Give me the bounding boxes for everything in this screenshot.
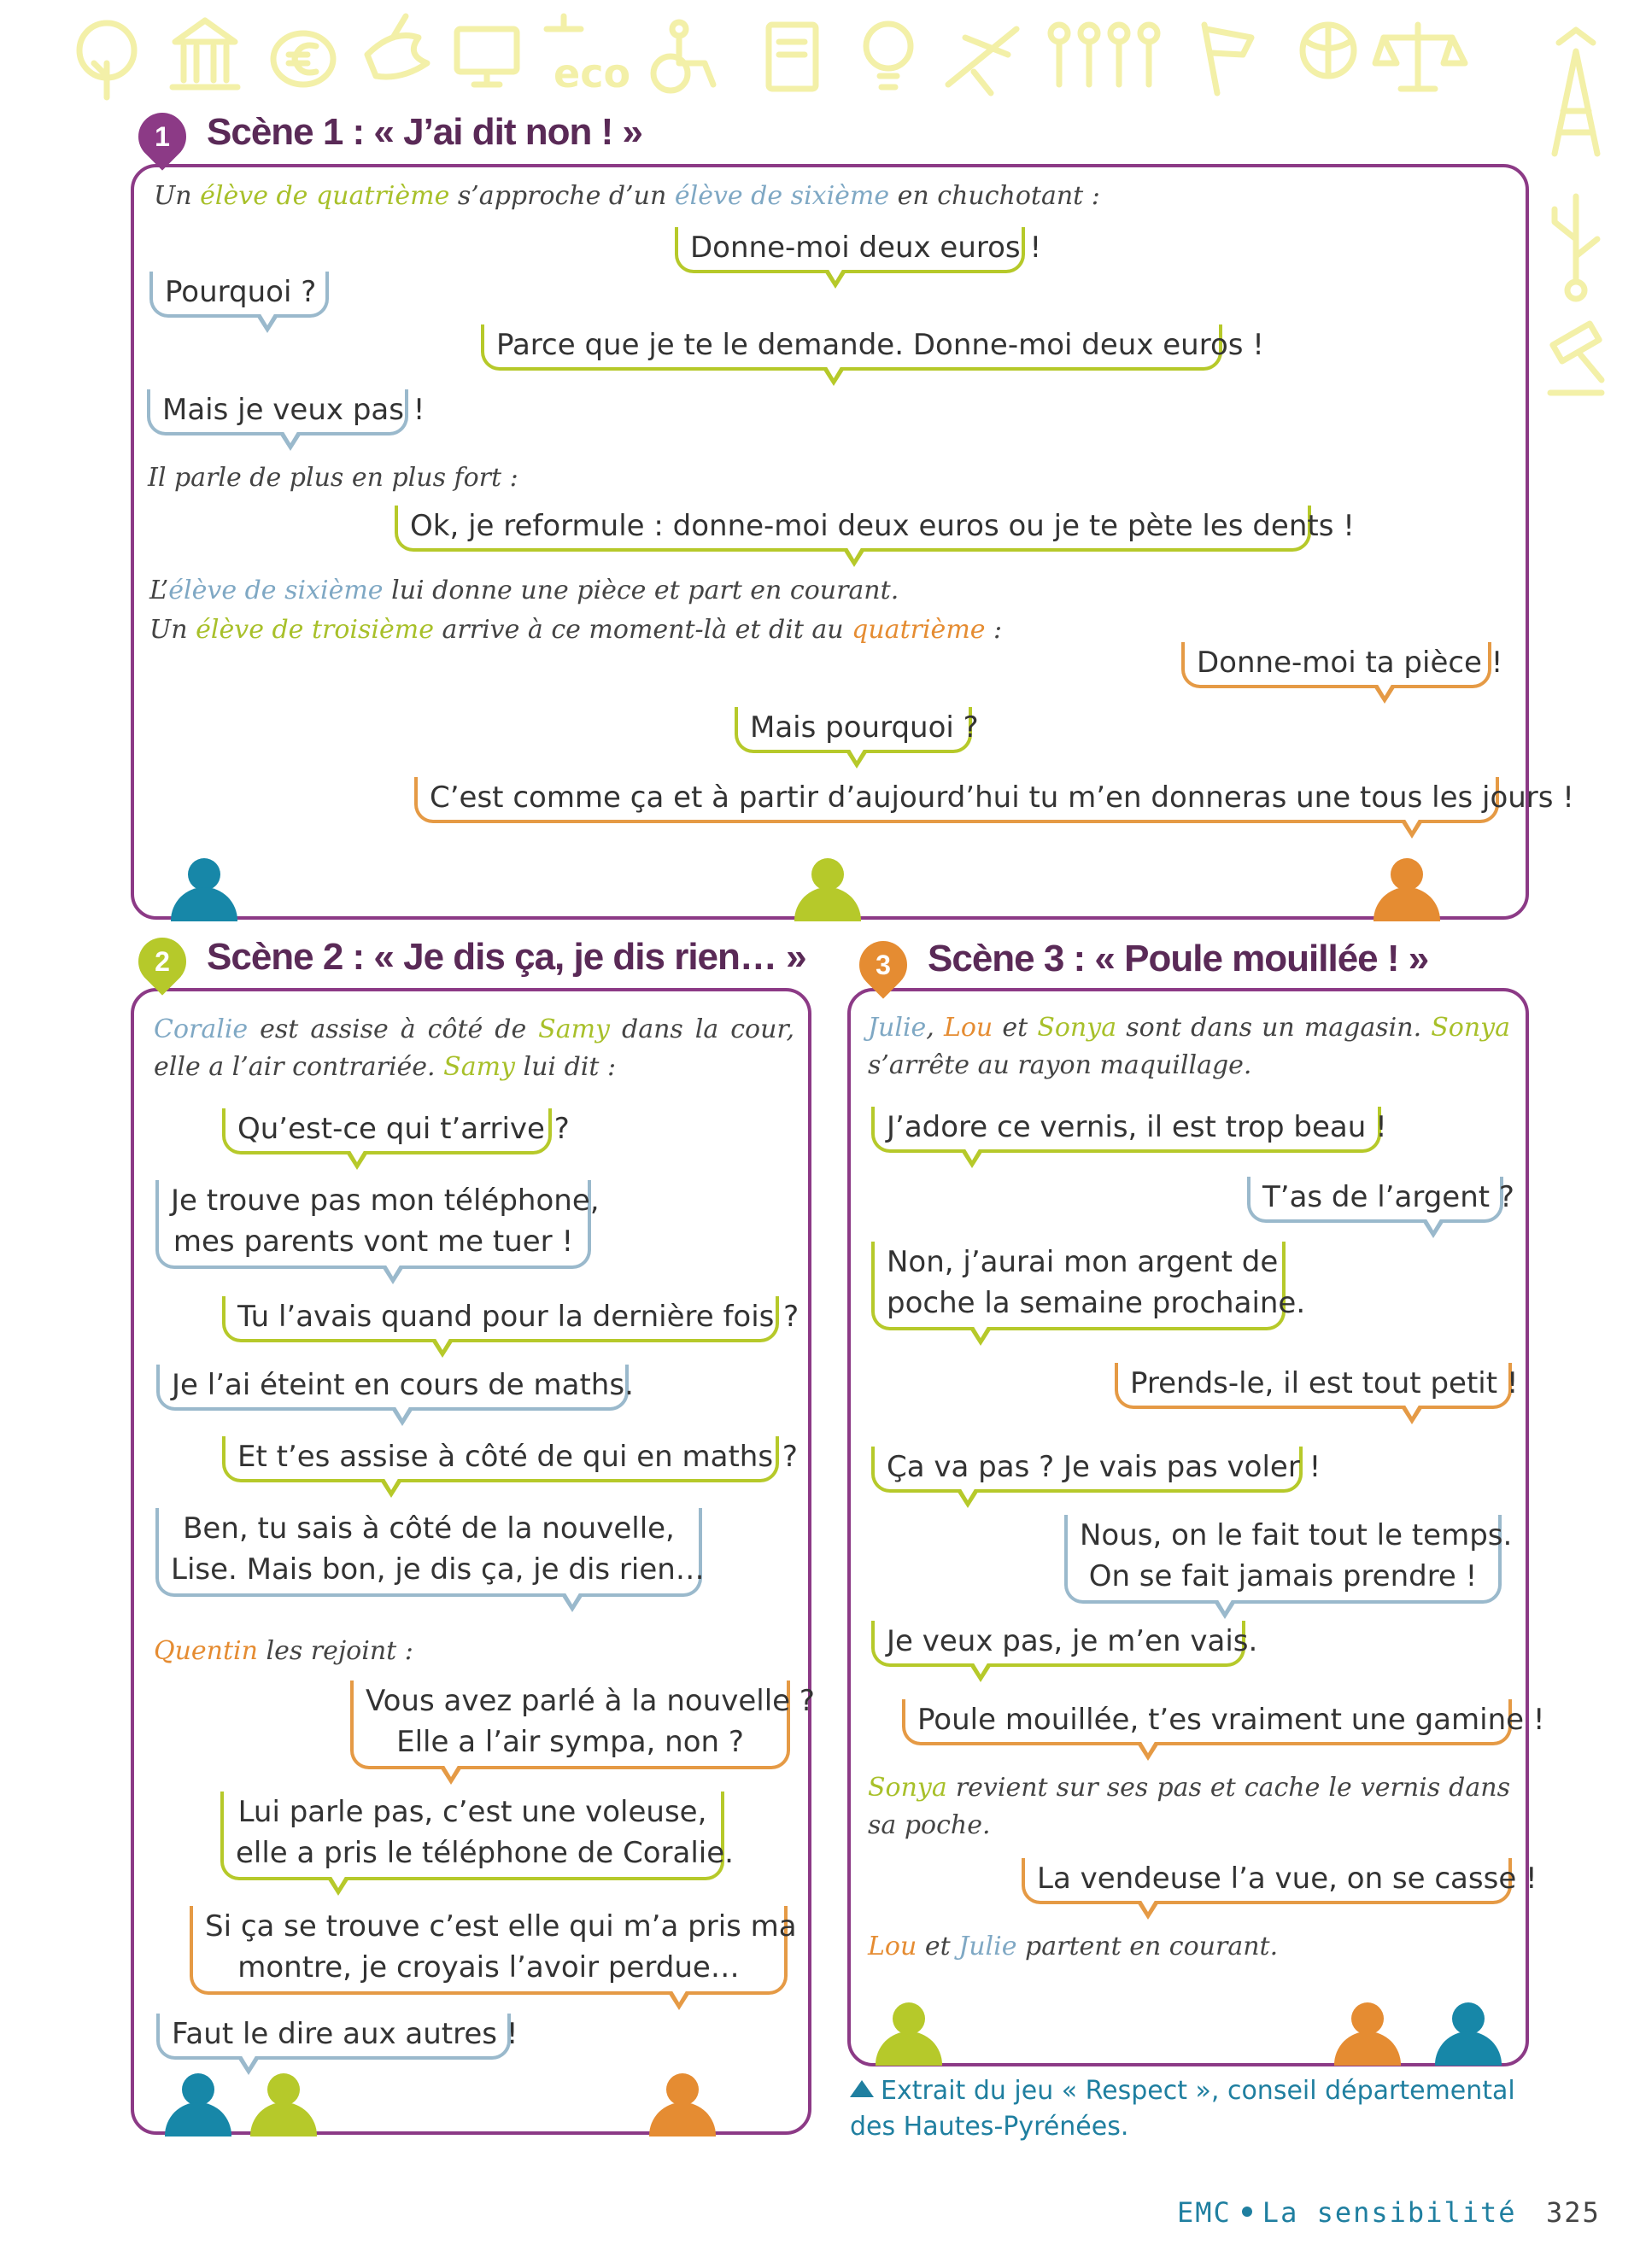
scene-1-bubble-2: Pourquoi ? bbox=[149, 272, 329, 318]
scene-3-narration-2: Sonya revient sur ses pas et cache le vernis dans sa poche. bbox=[868, 1773, 1510, 1840]
side-icons bbox=[1529, 26, 1623, 418]
scene-2-bubble-2: Je trouve pas mon téléphone, mes parents vont me tuer ! bbox=[155, 1180, 591, 1269]
flag-icon bbox=[1204, 25, 1251, 93]
scene-2-badge: 2 bbox=[128, 927, 196, 995]
people-group-icon bbox=[1051, 25, 1157, 85]
eco-text: eco bbox=[554, 50, 631, 96]
source-credit: Extrait du jeu « Respect », conseil départemental des Hautes-Pyrénées. bbox=[850, 2076, 1515, 2142]
icon-strip bbox=[68, 12, 1520, 106]
wheelchair-icon bbox=[653, 22, 713, 91]
scene-3-bubble-4: Prends-le, il est tout petit ! bbox=[1115, 1363, 1512, 1409]
scene-3-bubble-1: J’adore ce vernis, il est trop beau ! bbox=[871, 1107, 1381, 1153]
dove-icon bbox=[367, 16, 427, 77]
scene-1-person-green bbox=[794, 858, 861, 920]
book-icon bbox=[769, 25, 816, 89]
scene-3-intro: Julie, Lou et Sonya sont dans un magasin. Sonya s’arrête au rayon maquillage. bbox=[868, 1013, 1510, 1080]
scene-2-bubble-6: Ben, tu sais à côté de la nouvelle, Lise. Mais bon, je dis ça, je dis rien… bbox=[155, 1508, 702, 1597]
scene-2-bubble-9: Si ça se trouve c’est elle qui m’a pris ma montre, je croyais l’avoir perdue… bbox=[190, 1906, 788, 1995]
bullet-icon bbox=[1242, 2207, 1252, 2217]
scene-1-bubble-6: Donne-moi ta pièce ! bbox=[1181, 642, 1491, 688]
usb-icon bbox=[1555, 196, 1597, 299]
scales-icon bbox=[1375, 25, 1465, 89]
scene-2-bubble-3: Tu l’avais quand pour la dernière fois ? bbox=[222, 1296, 779, 1342]
scene-2-person-green bbox=[250, 2073, 317, 2135]
scene-1-bubble-1: Donne-moi deux euros ! bbox=[675, 227, 1025, 273]
scene-1-bubble-7: Mais pourquoi ? bbox=[735, 707, 972, 753]
scene-3-bubble-8: Poule mouillée, t’es vraiment une gamine ! bbox=[902, 1699, 1512, 1745]
page-number: 325 bbox=[1546, 2196, 1601, 2229]
bank-icon bbox=[173, 20, 237, 87]
scene-3-badge: 3 bbox=[849, 931, 917, 998]
scene-2-bubble-7: Vous avez parlé à la nouvelle ? Elle a l’air sympa, non ? bbox=[350, 1681, 790, 1769]
scene-2-person-orange bbox=[649, 2073, 716, 2135]
scene-1-narration-3: L’élève de sixième lui donne une pièce et part en courant. bbox=[149, 576, 899, 605]
tree-icon bbox=[79, 23, 134, 97]
scene-1-person-blue bbox=[171, 858, 237, 920]
computer-icon bbox=[457, 29, 517, 85]
lightbulb-icon bbox=[866, 24, 911, 87]
scene-2-bubble-5: Et t’es assise à côté de qui en maths ? bbox=[222, 1436, 779, 1482]
scene-1-narration-2: Il parle de plus en plus fort : bbox=[148, 463, 518, 493]
scene-3-narration-3: Lou et Julie partent en courant. bbox=[868, 1932, 1279, 1961]
scene-2-bubble-1: Qu’est-ce qui t’arrive ? bbox=[222, 1108, 552, 1154]
scene-3-bubble-6: Nous, on le fait tout le temps. On se fait jamais prendre ! bbox=[1064, 1515, 1502, 1604]
scene-3-title: Scène 3 : « Poule mouillée ! » bbox=[928, 938, 1429, 979]
triangle-icon bbox=[850, 2080, 874, 2097]
scene-3-bubble-7: Je veux pas, je m’en vais. bbox=[871, 1621, 1245, 1667]
scene-2-person-blue bbox=[165, 2073, 231, 2135]
scene-2-intro: Coralie est assise à côté de Samy dans la cour, elle a l’air contrariée. Samy lui dit : bbox=[154, 1014, 794, 1082]
scene-3-person-blue bbox=[1435, 2002, 1502, 2064]
eco-icon bbox=[547, 16, 581, 29]
airplane-icon bbox=[948, 29, 1016, 93]
scene-3-bubble-5: Ça va pas ? Je vais pas voler ! bbox=[871, 1447, 1303, 1493]
footer-section: EMC La sensibilité bbox=[1177, 2196, 1517, 2229]
scene-2-title: Scène 2 : « Je dis ça, je dis rien… » bbox=[207, 936, 806, 978]
scene-1-intro: Un élève de quatrième s’approche d’un élève de sixième en chuchotant : bbox=[154, 181, 1100, 211]
gavel-icon bbox=[1550, 324, 1602, 393]
globe-icon bbox=[1303, 25, 1354, 76]
scene-1-bubble-5: Ok, je reformule : donne-moi deux euros ou je te pète les dents ! bbox=[395, 506, 1311, 552]
scene-1-person-orange bbox=[1374, 858, 1440, 920]
scene-3-bubble-9: La vendeuse l’a vue, on se casse ! bbox=[1022, 1858, 1512, 1904]
scene-3-bubble-2: T’as de l’argent ? bbox=[1247, 1177, 1503, 1223]
scene-2-narration-2: Quentin les rejoint : bbox=[154, 1636, 413, 1666]
scene-1-narration-4: Un élève de troisième arrive à ce moment-là et dit au quatrième : bbox=[149, 615, 1003, 645]
euro-coin-icon bbox=[273, 33, 333, 85]
scene-2-bubble-10: Faut le dire aux autres ! bbox=[156, 2014, 511, 2060]
scene-1-bubble-3: Parce que je te le demande. Donne-moi deux euros ! bbox=[481, 324, 1222, 371]
scene-1-badge: 1 bbox=[128, 102, 196, 170]
scene-3-bubble-3: Non, j’aurai mon argent de poche la semaine prochaine. bbox=[871, 1242, 1286, 1330]
scene-1-bubble-4: Mais je veux pas ! bbox=[147, 389, 408, 435]
antenna-icon bbox=[1555, 30, 1597, 154]
scene-2-bubble-8: Lui parle pas, c’est une voleuse, elle a pris le téléphone de Coralie. bbox=[220, 1792, 724, 1880]
scene-1-bubble-8: C’est comme ça et à partir d’aujourd’hui tu m’en donneras une tous les jours ! bbox=[414, 777, 1499, 823]
scene-1-title: Scène 1 : « J’ai dit non ! » bbox=[207, 111, 642, 153]
scene-3-person-orange bbox=[1334, 2002, 1401, 2064]
scene-3-person-green bbox=[876, 2002, 942, 2064]
scene-2-bubble-4: Je l’ai éteint en cours de maths. bbox=[156, 1365, 629, 1411]
